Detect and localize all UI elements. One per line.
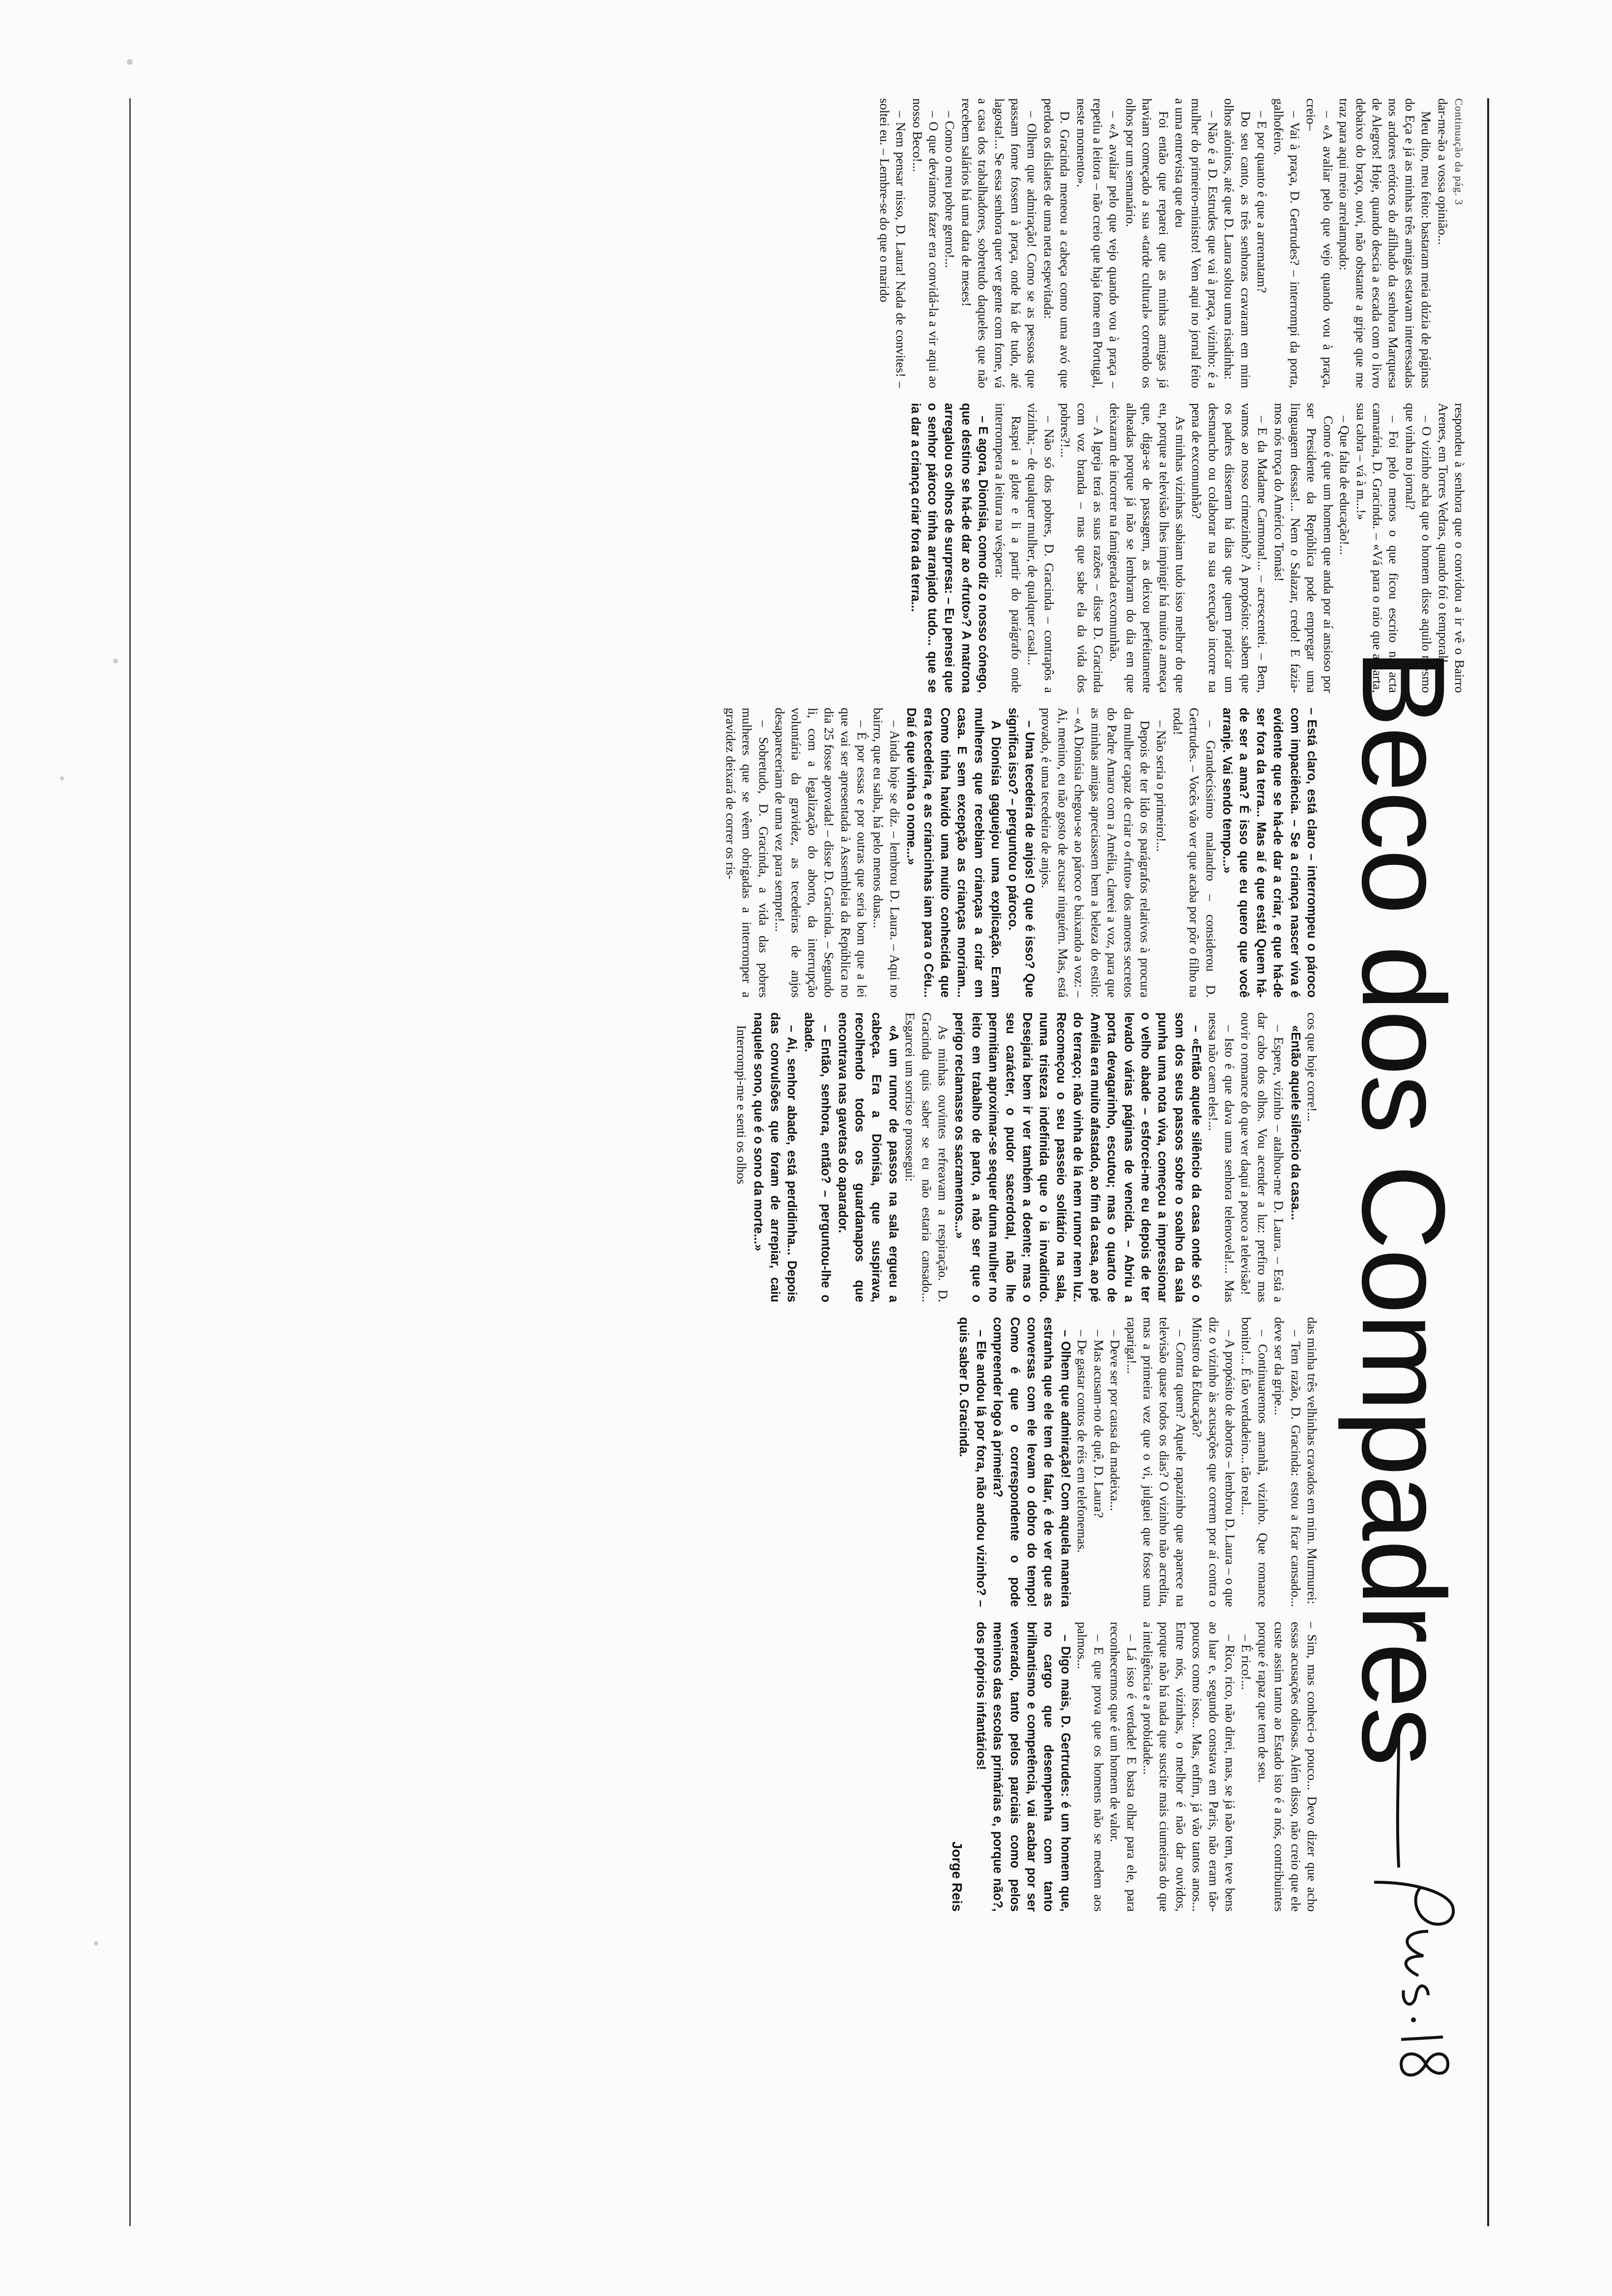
paragraph: Do seu canto, as três senhoras cravaram em mim olhos atónitos, até que D. Laura soltou uma risadinha: <box>1222 98 1253 388</box>
paragraph: Meu dito, meu feito: bastaram meia dúzia de páginas do Eça e já as minhas três amigas estavam interessadas nos ardores eróticos do afilhado da senhora Marquesa de Alegros! Hoje, quando descia a escada com o livro debaixo do braço, ouvi, não obstante a gripe que me traz para aqui meio arrelampado: <box>1337 98 1434 388</box>
paragraph: cos que hoje corre!... <box>1305 1012 1320 1122</box>
paragraph: – «A avaliar pelo que vejo quando vou à praça – repetiu a leitora – não creio que haja fome em Portugal, neste momento». <box>1074 98 1122 388</box>
bold-passage: – Ele andou lá por fora, não andou vizinho? – quis saber D. Gracinda. <box>957 1317 988 1607</box>
paragraph: – Nem pensar nisso, D. Laura! Nada de convites! – soltei eu. – Lembre-se do que o marido <box>877 98 909 388</box>
scan-speck <box>113 659 118 663</box>
paragraph: – De gastar contos de réis em telefonemas. <box>1075 1330 1090 1553</box>
paragraph: – Deve ser por causa da madeixa... <box>1108 1330 1123 1511</box>
paragraph: – O vizinho acha que o homem disse aquilo mesmo que vinha no jornal? <box>1403 403 1435 693</box>
bold-passage: – «Então aquele silêncio da casa onde só o som dos seus passos sobre o soalho da sala punha uma nota viva, começou a impressionar o velho abade – esforcei-me eu depois de ter levado várias páginas de vencida. – Abriu a porta devagarinho, escutou; mas o quarto de Amélia era muito afastado, ao fim da casa, ao pé do terraço; não vinha de lá nem rumor nem luz. Recomeçou o seu passeio solitário na sala, numa tristeza indefinida que o ia invadindo. Desejaria bem ir ver também a doente; mas o seu carácter, o pudor sacerdotal, não lhe permitiam aproximar-se sequer duma mulher no leito em trabalho de parto, a não ser que o perigo reclamasse os sacramentos...» <box>952 1012 1204 1302</box>
paragraph: – Isto é que dava uma senhora telenovela!... Mas nessa não caem eles!... <box>1206 1012 1237 1302</box>
paragraph: – Continuaremos amanhã, vizinho. Que romance bonito!... É tão verdadeiro... tão real... <box>1239 1317 1270 1607</box>
paragraph: respondeu à senhora que o convidou a ir vê o Bairro Arenes, em Torres Vedras, quando foi o temporal! <box>1436 403 1467 693</box>
paragraph: – Contra quem? Aquele rapazinho que aparece na televisão quase todos os dias? O vizinho não acredita, mas a primeira vez que o vi, julguei que fosse uma rapariga!... <box>1124 1317 1188 1607</box>
article-title: Beco dos Compadres <box>1338 649 1469 1765</box>
bold-passage: – Uma tecedeira de anjos! O que é isso? Que significa isso? – perguntou o pároco. <box>1006 708 1037 998</box>
bold-passage: – E agora, Dionísia, como diz o nosso cónego, que destino se há-de dar ao «fruto»? A matrona arregalou os olhos de surpresa: – Eu pensei que o senhor pároco tinha arranjado tudo... que se ia dar a criança criar fora da terra... <box>908 403 990 693</box>
paragraph: – A propósito de abortos – lembrou D. Laura – o que diz o vizinho às acusações que correm por aí contra o Ministro da Educação? <box>1190 1317 1238 1607</box>
article-column-3 <box>131 708 1320 998</box>
author-byline: Jorge Reis <box>950 1841 965 1912</box>
paragraph: – Vai à praça, D. Gertrudes? – interrompi da porta, galhofeiro. <box>1271 98 1302 388</box>
paragraph: – É por essas e por outras que seria bom que a lei que vai ser apresentada à Assembleia da República no dia 25 fosse aprovada! – disse D. Gracinda. – Segundo li, com a legalização do aborto, da interrupção voluntária da gravidez, as tecedeiras de anjos desapareceriam de uma vez para sempre!... <box>773 708 870 998</box>
bold-passage: – Digo mais, D. Gertrudes: é um homem que, no cargo que desempenha com tanto brilhantismo e competência, vai acabar por ser venerado, tanto pelos parciais como pelos meninos das escolas primárias e, porque não?, dos próprios infantários! <box>974 1622 1072 1912</box>
paragraph: – Foi pelo menos o que ficou escrito na acta camarária, D. Gracinda. – «Vá para o raio que a parta, sua cabra – vá à m...!» <box>1353 403 1402 693</box>
paragraph-bold <box>907 403 991 693</box>
paragraph: – Olhem que admiração! Como se as pessoas que passam fome fossem à praça, onde há de tudo, até lagosta!... Se essa senhora quer ver gente com fome, vá a casa dos trabalhadores, sobretudo daqueles que não recebem salários há uma data de meses! <box>959 98 1040 388</box>
paragraph: Depois de ter lido os parágrafos relativos à procura da mulher capaz de criar o «fruto» dos amores secretos do Padre Amaro com a Amélia, clareei a voz, para que as minhas amigas apreciassem bem a beleza do estilo: – «A Dionísia chegou-se ao pároco e baixando a voz: – Ai, menino, eu não gosto de acusar ninguém. Mas, está provado, é uma tecedeira de anjos. <box>1039 708 1152 998</box>
paragraph: Interrompi-me e senti os olhos <box>734 1025 749 1184</box>
paragraph: D. Gracinda meneou a cabeça como uma avó que perdoa os dislates de uma neta espevitada: <box>1041 98 1073 388</box>
paragraph: – Ainda hoje se diz. – lembrou D. Laura. – Aqui no bairro, que eu saiba, há pelo menos duas... <box>871 708 902 998</box>
bold-passage: «Então aquele silêncio da casa... <box>1288 1025 1302 1220</box>
paragraph: Foi então que reparei que as minhas amigas já haviam começado a sua «tarde cultural» correndo os olhos por um semanário. <box>1123 98 1171 388</box>
paragraph: – E que prova que os homens não se medem aos palmos... <box>1075 1622 1106 1912</box>
paragraph: – Não é a D. Estrudes que vai à praça, vizinho: é a mulher do primeiro-ministro! Vem aqui no jornal feito a uma entrevista que deu <box>1173 98 1220 388</box>
paragraph: – Não seria o primeiro!... <box>1154 720 1169 852</box>
paragraph: As minhas ouvintes refreavam a respiração. D. Gracinda quis saber se eu não estaria cansado... Esgarcei um sorriso e prossegui: <box>903 1012 951 1302</box>
article-column-2 <box>131 403 1468 693</box>
article-column-4 <box>131 1012 1320 1302</box>
paragraph: Como é que um homem que anda por aí ansioso por ser Presidente da República pode empregar uma linguagem dessas!... Nem o Salazar, credo! E fazia-mos nós troça do Américo Tomás! <box>1271 403 1336 693</box>
paragraph: – Que falta de educação!... <box>1337 416 1353 555</box>
scan-speck <box>94 1941 98 1946</box>
scan-speck <box>127 59 133 65</box>
bold-passage: «A um rumor de passos na sala ergueu a cabeça. Era a Dionísia, que suspirava, recolhendo todos os guardanapos que encontrava nas gavetas do aparador. <box>835 1012 900 1302</box>
continuation-label: Continuação da pág. 3 <box>1453 98 1465 205</box>
bold-passage: – Olhem que admiração! Com aquela maneira estranha que ele tem de falar, é de ver que as conversas com ele levam o dobro do tempo! Como é que o correspondente o pode compreender logo à primeira? <box>991 1317 1072 1607</box>
handwritten-page-annotation <box>1345 1720 1472 2094</box>
paragraph: – «A avaliar pelo que vejo quando vou à praça, creio– <box>1304 98 1335 388</box>
paragraph: – Lá isso é verdade! E basta olhar para ele, para reconhecermos que é um homem de valor. <box>1108 1622 1139 1912</box>
bold-passage: – Ai, senhor abade, está perdidinha... Depois das convulsões que foram de arrepiar, caiu naquele sono, que é o sono da morte...» <box>751 1012 799 1302</box>
paragraph: – E por quanto é que a arrematam? <box>1255 111 1270 293</box>
bold-passage: – Então, senhora, então? – perguntou-lhe o abade. <box>802 1012 833 1302</box>
paragraph: – Como o meu pobre genro!... <box>943 111 958 268</box>
bold-passage: – Está claro, está claro – interrompeu o pároco com impaciência. – Se a criança nascer viva é evidente que se há-de dar a criar, e que há-de ser fora da terra... Mas aí é que está! Quem há-de ser a ama? É isso que eu quero que você arranje. Vai sendo tempo...» <box>1220 708 1319 998</box>
article-column-5 <box>131 1317 1320 1607</box>
paragraph: dar-me-ão a vossa opinião... <box>1435 98 1450 245</box>
paragraph: As minhas vizinhas sabiam tudo isso melhor do que eu, porque a televisão lhes impingir há muito a ameaça que, diga-se de passagem, as deixou perfeitamente alheadas porque já não se lembram do dia em que deixaram de incorrer na famigerada excomunhão. <box>1107 403 1188 693</box>
article-column-1 <box>131 98 1468 388</box>
paragraph: – Grandecíssimo malandro – considerou D. Gertrudes. – Vocês vão ver que acaba por pôr o filho na roda! <box>1170 708 1218 998</box>
paragraph: Raspei a glote e li a partir do parágrafo onde interrompera a leitura na véspera: <box>992 403 1024 693</box>
paragraph: – A Igreja terá as suas razões – disse D. Gracinda com voz branda – mas que sabe ela da vida dos pobres?!... <box>1058 403 1106 693</box>
paragraph: – Não só dos pobres, D. Gracinda – contrapôs a vizinha; – de qualquer mulher, de qualquer casal... <box>1025 403 1057 693</box>
paragraph: – É rico!... <box>1239 1635 1254 1690</box>
paragraph: – Sim, mas conheci-o pouco... Devo dizer que acho essas acusações odiosas. Além disso, não creio que ele custe assim tanto ao Estado isto é a nós, contribuintes porque é rapaz que tem de seu. <box>1255 1622 1320 1912</box>
paragraph: – E da Madame Carmona!... – acrescentei. – Bem, vamos ao nosso crimezinho? A propósito: sabem que os padres disseram há dias que quem praticar um desmancho ou colaborar na sua execução incorre na pena de excomunhão? <box>1189 403 1270 693</box>
paragraph: – Rico, rico, não direi, mas, se já não tem, teve bens ao luar e, segundo constava em Paris, não eram tão-poucos como isso... Mas, enfim, já vão tantos anos... Entre nós, vizinhas, o melhor é não dar ouvidos, porque não há nada que suscite mais ciumeiras do que a inteligência e a probidade... <box>1140 1622 1238 1912</box>
paragraph: das minha três velhinhas cravados em mim. Murmurei: <box>1305 1317 1320 1605</box>
article-frame <box>129 98 1489 2226</box>
scan-speck <box>60 776 64 780</box>
bold-passage: A Dionísia gaguejou uma explicação. Eram mulheres que recebiam crianças a criar em casa. E sem excepção as crianças morriam... Como tinha havido uma muito conhecida que era tecedeira, e as criancinhas iam para o Céu... Daí é que vinha o nome...» <box>904 708 1003 998</box>
article-column-6 <box>131 1622 1320 1912</box>
paragraph: – Mas acusam-no de quê, D. Laura? <box>1091 1330 1106 1518</box>
paragraph: – Sobretudo, D. Gracinda, a vida das pobres mulheres que se vêem obrigadas a interromper a gravidez deixará de correr os ris- <box>723 708 771 998</box>
paragraph: – Tem razão, D. Gracinda: estou a ficar cansado... deve ser da gripe... <box>1272 1317 1303 1607</box>
paragraph: – O que devíamos fazer era convidá-la a vir aqui ao nosso Beco!... <box>910 98 941 388</box>
paragraph: – Espere, vizinho – atalhou-me D. Laura. – Está a dar cabo dos olhos. Vou acender a luz: prefiro mas ouvir o romance do que ver daqui a pouco a televisão! <box>1238 1012 1287 1302</box>
